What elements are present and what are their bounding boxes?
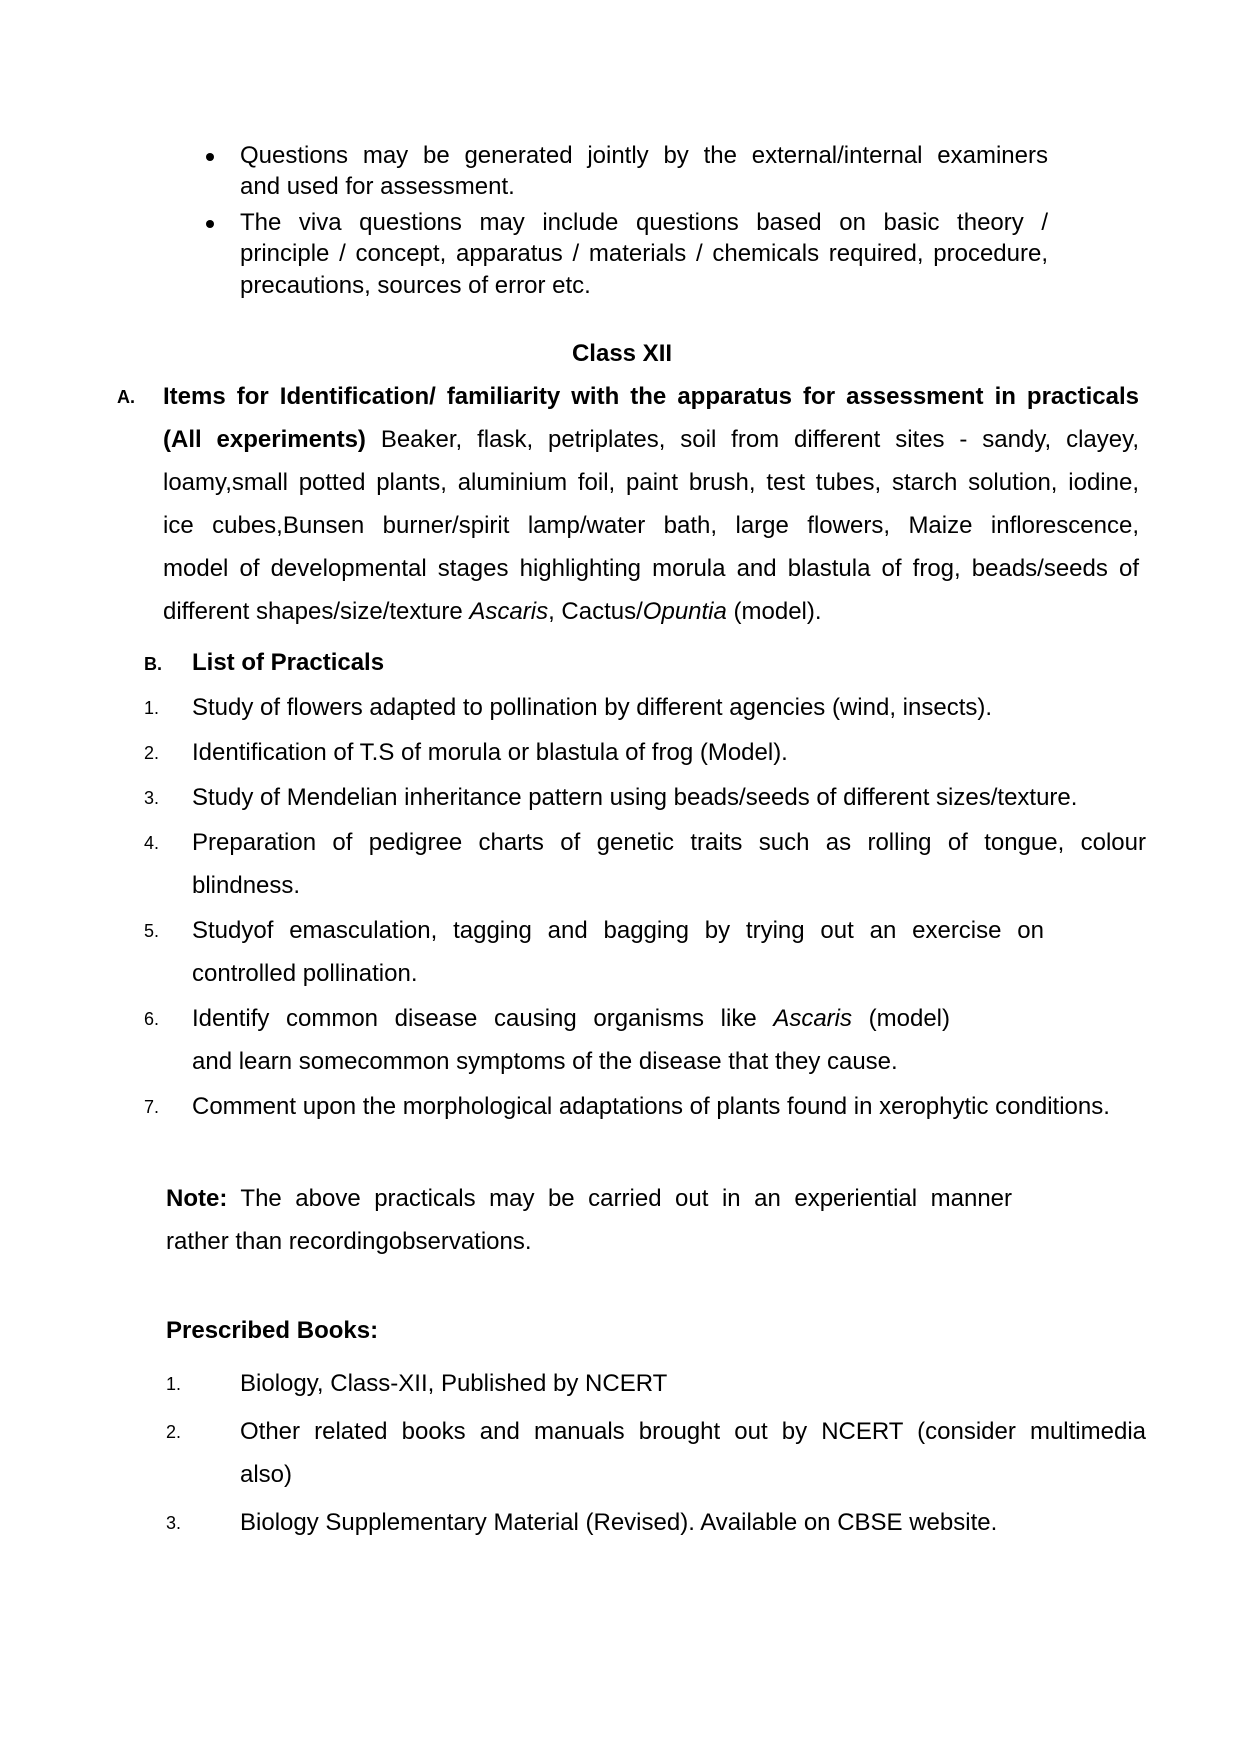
- section-a-line2: [163, 426, 1139, 454]
- intro-bullet-2-line3: precautions, sources of error etc.: [240, 272, 591, 299]
- text-span: Identify common disease causing organisms like: [192, 1005, 774, 1032]
- intro-bullet-1-line1: Questions may be generated jointly by the external/internal examiners: [240, 142, 1048, 169]
- practical-6-text-cont: and learn somecommon symptoms of the disease that they cause.: [192, 1048, 898, 1075]
- section-b-title: List of Practicals: [192, 649, 385, 676]
- text-span: , Cactus/: [548, 598, 643, 625]
- practical-7-number: 7.: [144, 1097, 160, 1117]
- section-a-title: Items for Identification/ familiarity with the apparatus for assessment in practicals: [163, 383, 1139, 410]
- practical-5-text: Studyof emasculation, tagging and bagging by trying out an exercise on: [192, 917, 1044, 944]
- practical-5-number: 5.: [144, 921, 160, 941]
- practical-4-text-cont: blindness.: [192, 872, 301, 899]
- section-a-marker: A.: [117, 387, 135, 407]
- practical-3-number: 3.: [144, 788, 160, 808]
- italic-term: Opuntia: [642, 598, 727, 625]
- practical-3-text: Study of Mendelian inheritance pattern using beads/seeds of different sizes/texture.: [192, 784, 1078, 811]
- intro-bullet-2-line2: principle / concept, apparatus / materials / chemicals required, procedure,: [240, 240, 1048, 267]
- note-label: Note:: [166, 1185, 228, 1212]
- section-a-title-cont: (All experiments): [163, 426, 366, 453]
- practical-4-number: 4.: [144, 833, 160, 853]
- intro-bullet-2-line1: The viva questions may include questions based on basic theory /: [240, 209, 1048, 236]
- bullet-icon: [206, 153, 214, 161]
- practical-2-text: Identification of T.S of morula or blastula of frog (Model).: [192, 739, 788, 766]
- note-text: The above practicals may be carried out in an experiential manner: [240, 1185, 1013, 1212]
- section-a-line6: [163, 598, 822, 626]
- book-2-text-cont: also): [240, 1461, 293, 1488]
- section-a-line3: loamy,small potted plants, aluminium foil, paint brush, test tubes, starch solution, iodine,: [163, 469, 1139, 496]
- book-2-number: 2.: [166, 1422, 182, 1442]
- practical-5-text-cont: controlled pollination.: [192, 960, 418, 987]
- section-a-line5: model of developmental stages highlighting morula and blastula of frog, beads/seeds of: [163, 555, 1139, 582]
- practical-2-number: 2.: [144, 743, 160, 763]
- book-1-number: 1.: [166, 1374, 182, 1394]
- note-line1: [166, 1185, 1012, 1213]
- section-b-marker: B.: [144, 654, 162, 674]
- books-heading: Prescribed Books:: [166, 1317, 379, 1344]
- practical-6-number: 6.: [144, 1009, 160, 1029]
- section-a-line4: ice cubes,Bunsen burner/spirit lamp/water bath, large flowers, Maize inflorescence,: [163, 512, 1139, 539]
- text-span: different shapes/size/texture: [163, 598, 470, 625]
- class-heading: Class XII: [571, 340, 673, 367]
- italic-term: Ascaris: [469, 598, 549, 625]
- text-span: (model).: [726, 598, 822, 625]
- book-1-text: Biology, Class-XII, Published by NCERT: [240, 1370, 668, 1397]
- practical-6-text: [192, 1005, 950, 1033]
- practical-1-number: 1.: [144, 698, 160, 718]
- section-a-items-text: Beaker, flask, petriplates, soil from different sites - sandy, clayey,: [380, 426, 1140, 453]
- bullet-icon: [206, 220, 214, 228]
- practical-7-text: Comment upon the morphological adaptations of plants found in xerophytic conditions.: [192, 1093, 1110, 1120]
- book-3-text: Biology Supplementary Material (Revised). Available on CBSE website.: [240, 1509, 998, 1536]
- intro-bullet-1-line2: and used for assessment.: [240, 173, 515, 200]
- book-3-number: 3.: [166, 1513, 182, 1533]
- italic-term: Ascaris: [773, 1005, 853, 1032]
- book-2-text: Other related books and manuals brought out by NCERT (consider multimedia: [240, 1418, 1146, 1445]
- note-line2: rather than recordingobservations.: [166, 1228, 532, 1255]
- practical-4-text: Preparation of pedigree charts of genetic traits such as rolling of tongue, colour: [192, 829, 1146, 856]
- text-span: (model): [852, 1005, 950, 1032]
- practical-1-text: Study of flowers adapted to pollination by different agencies (wind, insects).: [192, 694, 993, 721]
